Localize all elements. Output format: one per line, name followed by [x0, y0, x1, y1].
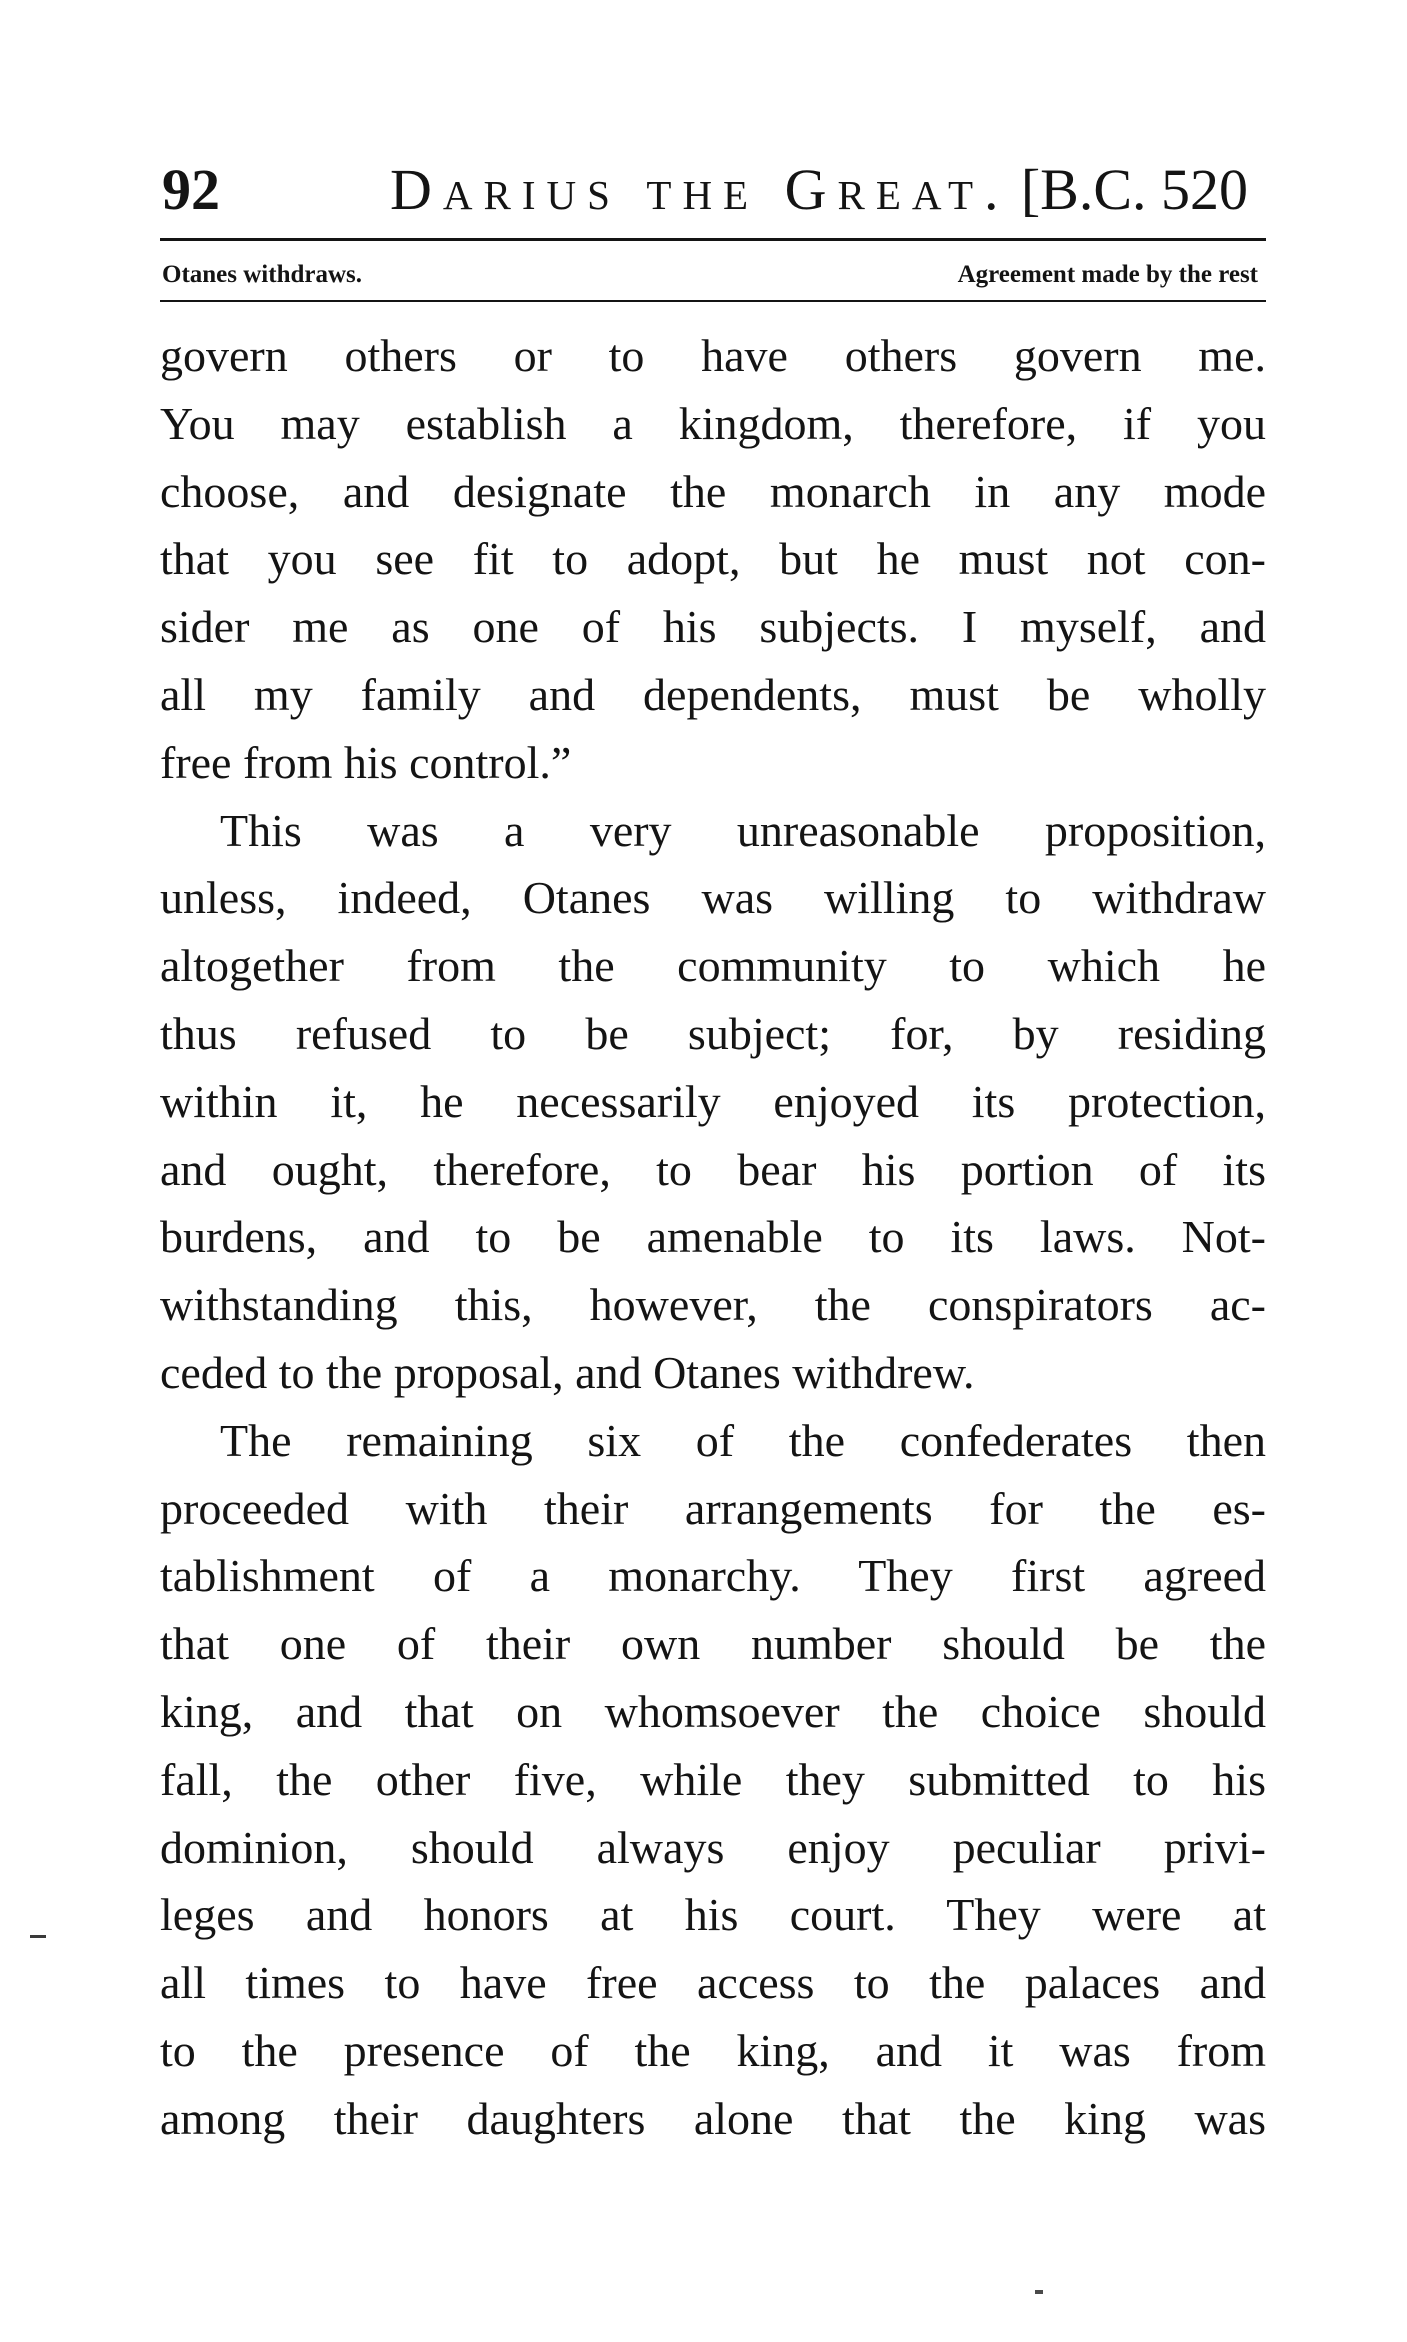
text-line: all times to have free access to the palaces and [160, 1957, 1266, 2009]
date-marker: [B.C. 520 [1020, 157, 1248, 222]
text-line: that you see fit to adopt, but he must not con- [160, 533, 1266, 585]
text-line: The remaining six of the confederates then [220, 1414, 1266, 1466]
text-line: This was a very unreasonable proposition, [220, 804, 1266, 856]
text-line: all my family and dependents, must be wholly [160, 668, 1266, 720]
text-line: among their daughters alone that the king was [160, 2092, 1266, 2144]
text-line: withstanding this, however, the conspirators ac- [160, 1279, 1266, 1331]
body-text [160, 322, 1266, 2153]
text-line: leges and honors at his court. They were at [160, 1889, 1266, 1941]
text-line: dominion, should always enjoy peculiar privi- [160, 1821, 1266, 1873]
book-page [160, 150, 1260, 230]
running-head [160, 150, 1260, 230]
text-line: and ought, therefore, to bear his portion of its [160, 1143, 1266, 1195]
text-line: free from his control.” [160, 736, 572, 788]
text-line: choose, and designate the monarch in any mode [160, 465, 1266, 517]
text-line: unless, indeed, Otanes was willing to withdraw [160, 872, 1266, 924]
side-heading-right: Agreement made by the rest [957, 261, 1258, 288]
book-title: Darius the Great. [390, 157, 1010, 222]
ink-dot [1035, 2290, 1043, 2294]
text-line: tablishment of a monarchy. They first agreed [160, 1550, 1266, 1602]
text-line: within it, he necessarily enjoyed its protection, [160, 1075, 1266, 1127]
text-line: to the presence of the king, and it was from [160, 2024, 1266, 2076]
text-line: sider me as one of his subjects. I myself, and [160, 601, 1266, 653]
text-line: ceded to the proposal, and Otanes withdrew. [160, 1346, 975, 1398]
text-line: proceeded with their arrangements for the es- [160, 1482, 1266, 1534]
text-line: govern others or to have others govern me. [160, 330, 1266, 381]
text-line: You may establish a kingdom, therefore, if you [160, 397, 1266, 449]
side-headings [160, 255, 1266, 295]
bottom-rule [160, 300, 1266, 302]
text-line: altogether from the community to which he [160, 940, 1266, 992]
text-line: king, and that on whomsoever the choice should [160, 1685, 1266, 1737]
text-line: fall, the other five, while they submitted to his [160, 1753, 1266, 1805]
top-rule [160, 238, 1266, 241]
side-heading-left: Otanes withdraws. [162, 261, 363, 288]
text-line: that one of their own number should be the [160, 1618, 1266, 1670]
text-line: burdens, and to be amenable to its laws. Not- [160, 1211, 1266, 1263]
text-line: thus refused to be subject; for, by residing [160, 1007, 1266, 1059]
page-number: 92 [162, 157, 220, 222]
margin-mark [30, 1935, 46, 1938]
